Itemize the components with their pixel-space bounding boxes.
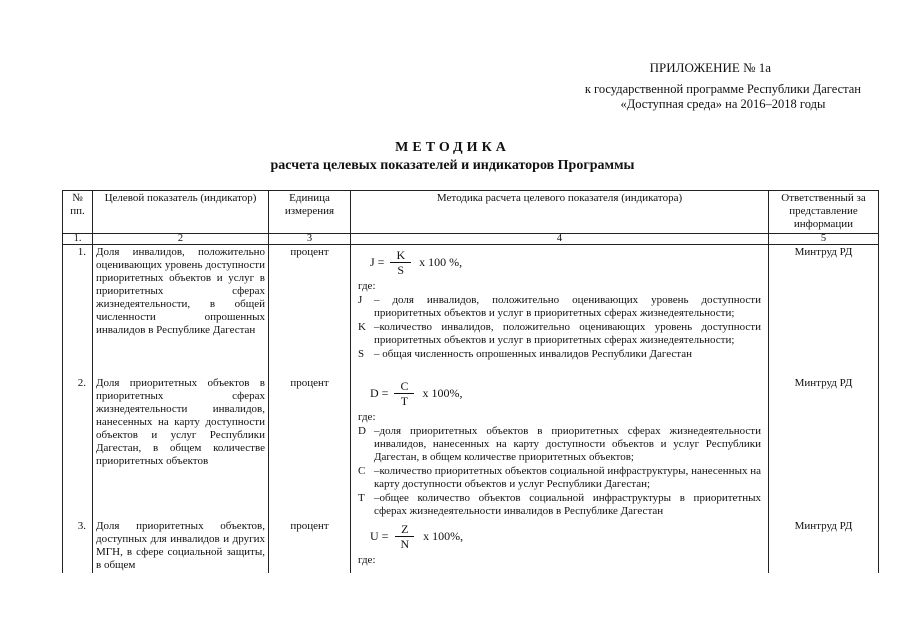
formula bbox=[354, 377, 765, 409]
table-row bbox=[63, 245, 879, 377]
header-method: Методика расчета целевого показателя (индикатора) bbox=[351, 191, 769, 234]
definition-item bbox=[354, 294, 765, 320]
fraction-numerator: K bbox=[390, 248, 411, 263]
definition-text: – доля инвалидов, положительно оценивающих уровень доступности приоритетных объектов и услуг в приоритетных сферах жизнедеятельности; bbox=[374, 294, 761, 319]
definition-text: –доля приоритетных объектов в приоритетных сферах жизнедеятельности инвалидов, нанесенных на карту доступности объектов и услуг Республики Дагестан, в общем количестве приоритетных объектов; bbox=[374, 425, 761, 463]
header-number: № пп. bbox=[63, 191, 93, 234]
table-header-row bbox=[63, 191, 879, 234]
method-cell bbox=[351, 519, 769, 573]
definition-text: –общее количество объектов социальной инфраструктуры в приоритетных сферах жизнедеятельности инвалидов в Республике Дагестан bbox=[374, 492, 761, 517]
fraction bbox=[394, 522, 415, 551]
program-reference-line2: «Доступная среда» на 2016–2018 годы bbox=[620, 97, 826, 111]
definition-item bbox=[354, 465, 765, 491]
definition-text: – общая численность опрошенных инвалидов Республики Дагестан bbox=[374, 348, 692, 360]
fraction bbox=[390, 248, 411, 277]
definition-symbol: S bbox=[358, 348, 365, 360]
definition-symbol: T bbox=[358, 492, 365, 504]
definition-item bbox=[354, 321, 765, 347]
formula-lhs: J = bbox=[370, 254, 385, 269]
where-label: где: bbox=[358, 411, 376, 423]
definition-item bbox=[354, 348, 765, 361]
table-row bbox=[63, 519, 879, 573]
indicator-text: Доля приоритетных объектов, доступных для инвалидов и других МГН, в сфере социальной защиты, в общем bbox=[93, 519, 269, 573]
definition-text: –количество инвалидов, положительно оценивающих уровень доступности приоритетных объектов и услуг в приоритетных сферах жизнедеятельности; bbox=[374, 321, 761, 346]
responsible-text: Минтруд РД bbox=[769, 245, 879, 377]
formula-lhs: U = bbox=[370, 528, 389, 543]
where-label: где: bbox=[358, 280, 376, 292]
indicator-text: Доля приоритетных объектов в приоритетных сферах жизнедеятельности инвалидов, нанесенных на карту доступности объектов и услуг Республики Дагестан, в общем количестве приоритетных объектов bbox=[93, 376, 269, 519]
document-title: МЕТОДИКА bbox=[395, 140, 510, 155]
definition-symbol: C bbox=[358, 465, 366, 477]
row-number: 1. bbox=[63, 245, 93, 377]
method-cell bbox=[351, 245, 769, 377]
program-reference bbox=[585, 82, 861, 112]
formula-rhs: x 100%, bbox=[422, 385, 463, 400]
header-unit: Единица измерения bbox=[269, 191, 351, 234]
method-cell bbox=[351, 376, 769, 519]
formula-rhs: x 100 %, bbox=[419, 254, 463, 269]
responsible-text: Минтруд РД bbox=[769, 376, 879, 519]
unit-text: процент bbox=[269, 376, 351, 519]
column-number: 1. bbox=[63, 234, 93, 245]
table-row bbox=[63, 376, 879, 519]
fraction bbox=[394, 379, 414, 408]
formula bbox=[354, 520, 765, 552]
column-number: 5 bbox=[769, 234, 879, 245]
column-number-row bbox=[63, 234, 879, 245]
fraction-denominator: T bbox=[400, 393, 409, 408]
definition-item bbox=[354, 425, 765, 464]
column-number: 4 bbox=[351, 234, 769, 245]
fraction-denominator: S bbox=[397, 262, 405, 277]
unit-text: процент bbox=[269, 245, 351, 377]
definition-text: –количество приоритетных объектов социальной инфраструктуры, нанесенных на карту доступности объектов и услуг Республики Дагестан; bbox=[374, 465, 761, 490]
document-subtitle: расчета целевых показателей и индикаторов Программы bbox=[270, 158, 635, 173]
methodology-table bbox=[62, 190, 879, 573]
indicator-text: Доля инвалидов, положительно оценивающих уровень доступности приоритетных объектов и услуг в приоритетных сферах жизнедеятельности, в общей численности опрошенных инвалидов в Республике Дагестан bbox=[93, 245, 269, 377]
formula-lhs: D = bbox=[370, 385, 389, 400]
row-number: 2. bbox=[63, 376, 93, 519]
column-number: 3 bbox=[269, 234, 351, 245]
definition-symbol: J bbox=[358, 294, 363, 306]
formula-rhs: x 100%, bbox=[423, 528, 464, 543]
fraction-numerator: C bbox=[394, 379, 414, 394]
row-number: 3. bbox=[63, 519, 93, 573]
definition-item bbox=[354, 492, 765, 518]
appendix-label: ПРИЛОЖЕНИЕ № 1а bbox=[649, 60, 771, 75]
column-number: 2 bbox=[93, 234, 269, 245]
formula bbox=[354, 246, 765, 278]
header-responsible: Ответственный за представление информации bbox=[769, 191, 879, 234]
where-label: где: bbox=[358, 554, 376, 566]
definition-symbol: D bbox=[358, 425, 366, 437]
header-indicator: Целевой показатель (индикатор) bbox=[93, 191, 269, 234]
fraction-numerator: Z bbox=[395, 522, 414, 537]
fraction-denominator: N bbox=[400, 536, 410, 551]
responsible-text: Минтруд РД bbox=[769, 519, 879, 573]
unit-text: процент bbox=[269, 519, 351, 573]
definition-symbol: K bbox=[358, 321, 366, 333]
program-reference-line1: к государственной программе Республики Дагестан bbox=[584, 82, 861, 96]
